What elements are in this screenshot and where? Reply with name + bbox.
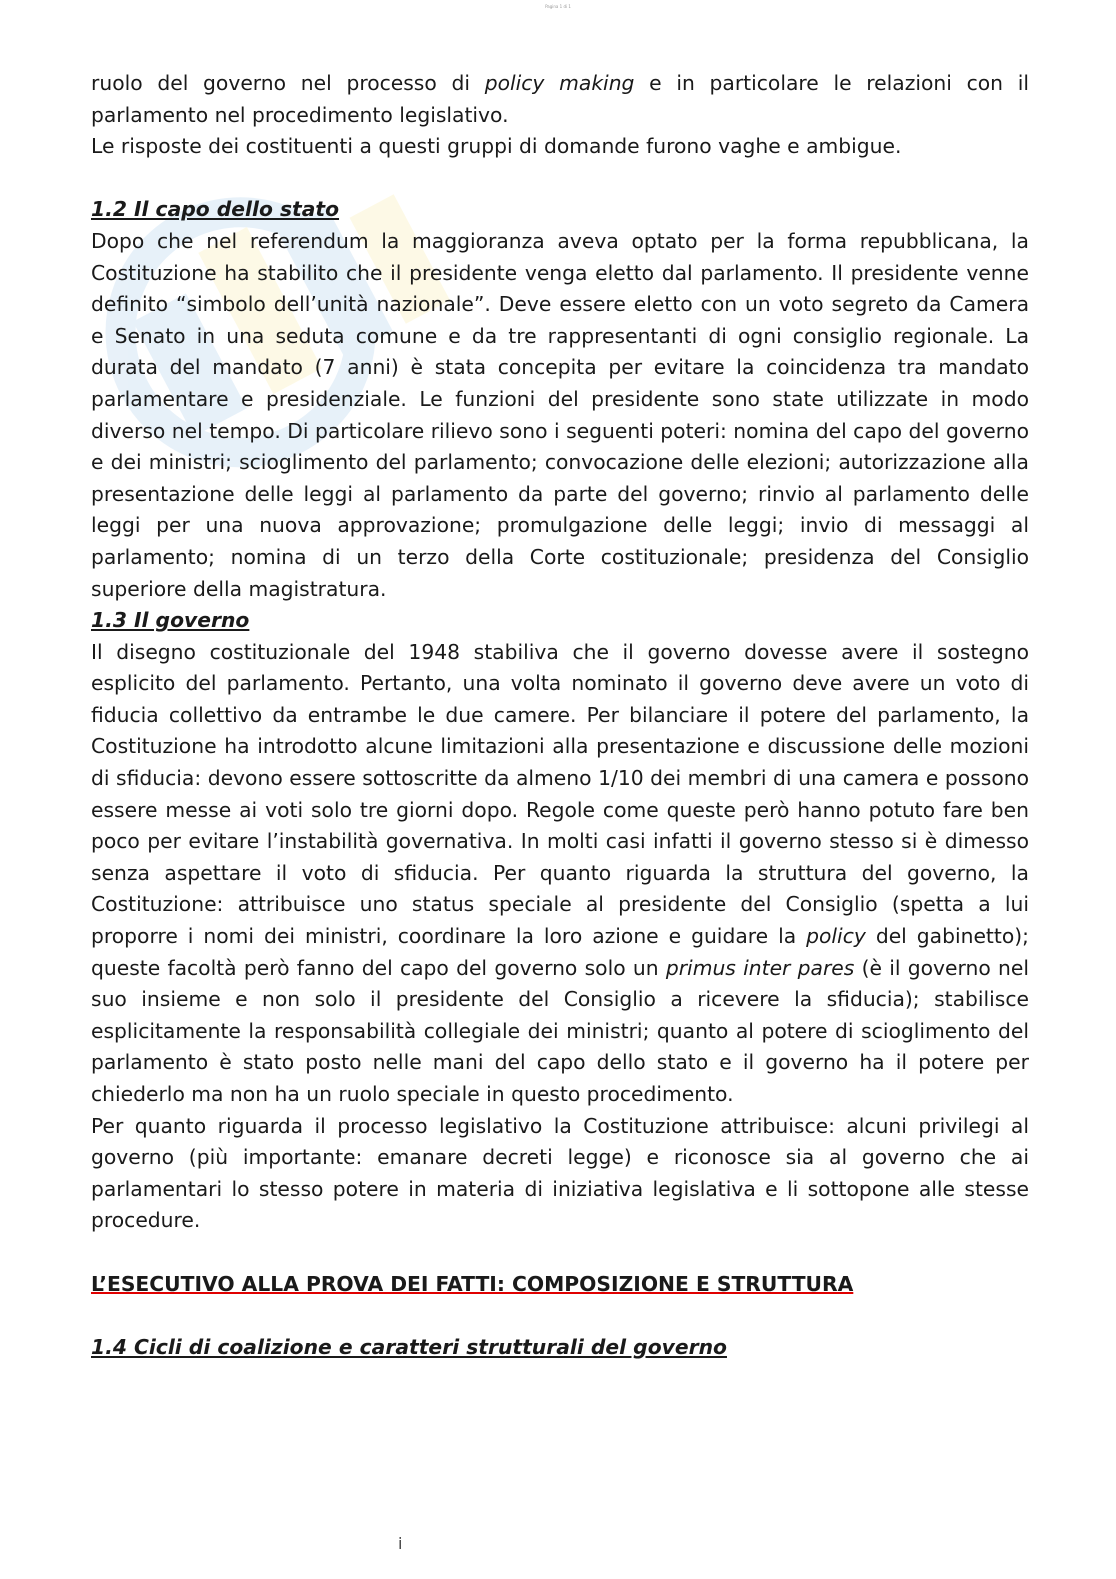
document-page xyxy=(91,68,1029,1363)
header-mark: Pagina 1 di 1 xyxy=(545,4,571,9)
section-1-3-emphasis-1: policy xyxy=(806,924,866,949)
section-1-2-heading: 1.2 Il capo dello stato xyxy=(91,197,340,222)
intro-text-a: ruolo del governo nel processo di xyxy=(91,71,485,95)
intro-paragraph-1 xyxy=(91,68,1029,131)
section-1-2-body: Dopo che nel referendum la maggioranza aveva optato per la forma repubblicana, la Costituzione ha stabilito che il presidente venga eletto dal parlamento. Il presidente venne definito “simbolo dell’unità nazionale”. Deve essere eletto con un voto segreto da Camera e Senato in una seduta comune e da tre rappresentanti di ogni consiglio regionale. La durata del mandato (7 anni) è stata concepita per evitare la coincidenza tra mandato parlamentare e presidenziale. Le funzioni del presidente sono state utilizzate in modo diverso nel tempo. Di particolare rilievo sono i seguenti poteri: nomina del capo del governo e dei ministri; scioglimento del parlamento; convocazione delle elezioni; autorizzazione alla presentazione delle leggi al parlamento da parte del governo; rinvio al parlamento delle leggi per una nuova approvazione; promulgazione delle leggi; invio di messaggi al parlamento; nomina di un terzo della Corte costituzionale; presidenza del Consiglio superiore della magistratura. xyxy=(91,228,1029,601)
page-number: i xyxy=(398,1534,403,1553)
section-1-4-heading: 1.4 Cicli di coalizione e caratteri strutturali del governo xyxy=(91,1334,727,1359)
section-1-3-text-b: del gabinetto); queste facoltà però fanno del capo del governo solo un xyxy=(91,924,1029,980)
intro-text-b: e in particolare le relazioni con il parlamento nel procedimento legislativo. xyxy=(91,71,1029,127)
section-1-3-body xyxy=(91,637,1029,1111)
intro-paragraph-2: Le risposte dei costituenti a questi gruppi di domande furono vaghe e ambigue. xyxy=(91,134,902,159)
section-1-3-text-a: Il disegno costituzionale del 1948 stabiliva che il governo dovesse avere il sostegno esplicito del parlamento. Pertanto, una volta nominato il governo deve avere un voto di fiducia collettivo da entrambe le due camere. Per bilanciare il potere del parlamento, la Costituzione ha introdotto alcune limitazioni alla presentazione e discussione delle mozioni di sfiducia: devono essere sottoscritte da almeno 1/10 dei membri di una camera e possono essere messe ai voti solo tre giorni dopo. Regole come queste però hanno potuto fare ben poco per evitare l’instabilità governativa. In molti casi infatti il governo stesso si è dimesso senza aspettare il voto di sfiducia. Per quanto riguarda la struttura del governo, la Costituzione: attribuisce uno status speciale al presidente del Consiglio (spetta a lui proporre i nomi dei ministri, coordinare la loro azione e guidare la xyxy=(91,639,1029,949)
intro-emphasis: policy making xyxy=(484,71,635,95)
section-1-3-body-2: Per quanto riguarda il processo legislativo la Costituzione attribuisce: alcuni privilegi al governo (più importante: emanare decreti legge) e riconosce sia al governo che ai parlamentari lo stesso potere in materia di iniziativa legislativa e li sottopone alle stesse procedure. xyxy=(91,1113,1029,1233)
section-1-3-emphasis-2: primus inter pares xyxy=(665,955,855,980)
section-1-3-heading: 1.3 Il governo xyxy=(91,608,250,633)
chapter-heading: L’ESECUTIVO ALLA PROVA DEI FATTI: COMPOSIZIONE E STRUTTURA xyxy=(91,1271,854,1296)
section-1-3-text-c: (è il governo nel suo insieme e non solo il presidente del Consiglio a ricevere la sfiducia); stabilisce esplicitamente la responsabilità collegiale dei ministri; quanto al potere di scioglimento del parlamento è stato posto nelle mani del capo dello stato e il governo ha il potere per chiederlo ma non ha un ruolo speciale in questo procedimento. xyxy=(91,955,1029,1106)
